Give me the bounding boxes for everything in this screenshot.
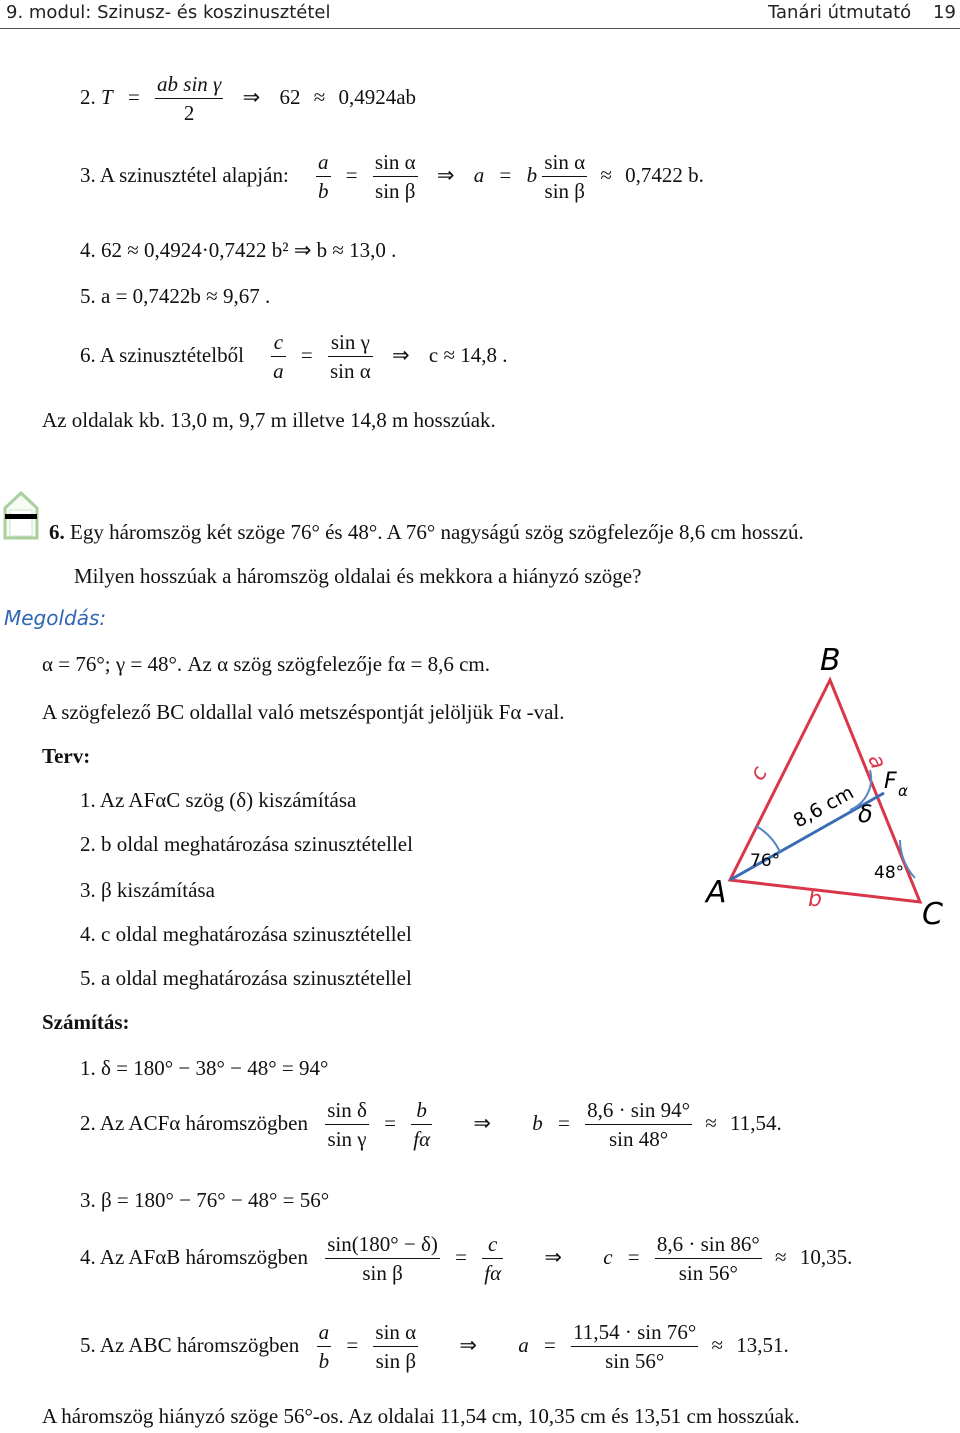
- fraction: [571, 1322, 698, 1372]
- eq-sign: =: [455, 1244, 467, 1269]
- frac-den: 2: [155, 98, 223, 124]
- problem-number: 6.: [49, 520, 65, 544]
- step-number: 6.: [80, 342, 96, 367]
- area-value: 62: [279, 84, 301, 109]
- bisector-length-label: 8,6 cm: [789, 781, 858, 833]
- eq-sign: =: [300, 342, 313, 367]
- fraction: [542, 152, 587, 202]
- step-5: 5. a = 0,7422b ≈ 9,67 .: [80, 284, 271, 308]
- step-4: 4. 62 ≈ 0,4924·0,7422 b² ⇒ b ≈ 13,0 .: [80, 238, 397, 262]
- fraction: [373, 152, 418, 202]
- header-module-title: 9. modul: Szinusz- és koszinusztétel: [6, 2, 331, 23]
- frac-num: a: [318, 1320, 330, 1344]
- implies-sign: ⇒: [242, 84, 261, 109]
- fraction: [411, 1100, 432, 1150]
- vertex-c-label: C: [922, 897, 943, 930]
- frac-num: a: [318, 150, 329, 174]
- frac-den: sin β: [325, 1258, 440, 1284]
- calc-title: Számítás:: [42, 1010, 130, 1034]
- conclusion: A háromszög hiányzó szöge 56°-os. Az oldalai 11,54 cm, 10,35 cm és 13,51 cm hosszúak.: [42, 1404, 800, 1428]
- frac-den: b: [317, 1346, 332, 1372]
- approx-sign: ≈: [775, 1244, 787, 1269]
- eq-sign: =: [557, 1110, 570, 1135]
- frac-num: 8,6 · sin 86°: [656, 1232, 760, 1256]
- fraction: [482, 1234, 503, 1284]
- calc-step-3: 3. β = 180° − 76° − 48° = 56°: [80, 1188, 330, 1212]
- eq-sign: =: [345, 162, 358, 187]
- lhs-var: c: [603, 1244, 613, 1269]
- rhs-var: b: [526, 162, 538, 187]
- plan-item: 2. b oldal meghatározása szinusztétellel: [80, 832, 413, 856]
- step-6: [80, 332, 507, 382]
- frac-den: sin γ: [325, 1124, 369, 1150]
- angle-a-label: 76°: [750, 851, 781, 871]
- delta-label: δ: [858, 800, 873, 828]
- frac-num: b: [416, 1098, 427, 1122]
- result: 0,7422 b.: [625, 162, 704, 187]
- point-f-label: F: [884, 769, 897, 794]
- result: 13,51.: [736, 1332, 789, 1357]
- frac-num: 8,6 · sin 94°: [587, 1098, 690, 1122]
- implies-sign: ⇒: [473, 1110, 491, 1135]
- result: 10,35.: [799, 1244, 853, 1269]
- approx-sign: ≈: [705, 1110, 717, 1135]
- fraction: [325, 1234, 440, 1284]
- lhs-var: a: [518, 1332, 529, 1357]
- area-fraction: [155, 74, 223, 124]
- given-line-2: A szögfelező BC oldallal való metszéspontját jelöljük Fα -val.: [42, 700, 565, 724]
- frac-num: ab sin γ: [157, 72, 222, 96]
- frac-num: 11,54 · sin 76°: [573, 1320, 697, 1344]
- frac-den: b: [316, 176, 331, 202]
- lhs-var: a: [473, 162, 485, 187]
- house-icon: [2, 490, 40, 542]
- vertex-b-label: B: [820, 643, 841, 678]
- frac-num: sin γ: [330, 330, 370, 354]
- frac-num: c: [488, 1232, 498, 1256]
- frac-den: sin 56°: [571, 1346, 698, 1372]
- fraction: [271, 332, 286, 382]
- eq-sign: =: [127, 84, 140, 109]
- header-page-number: 19: [933, 2, 956, 23]
- side-b-label: b: [808, 887, 822, 912]
- fraction: [655, 1234, 762, 1284]
- frac-num: sin α: [374, 150, 416, 174]
- result: c ≈ 14,8 .: [428, 342, 508, 367]
- plan-item: 5. a oldal meghatározása szinusztétellel: [80, 966, 412, 990]
- implies-sign: ⇒: [544, 1244, 562, 1269]
- step-text: 2. Az ACFα háromszögben: [80, 1110, 308, 1135]
- frac-num: sin α: [544, 150, 586, 174]
- frac-num: sin α: [375, 1320, 417, 1344]
- sides-summary: Az oldalak kb. 13,0 m, 9,7 m illetve 14,8 m hosszúak.: [42, 408, 496, 432]
- frac-den: fα: [411, 1124, 432, 1150]
- approx-sign: ≈: [600, 162, 612, 187]
- eq-sign: =: [544, 1332, 556, 1357]
- area-expression: 0,4924ab: [338, 84, 417, 109]
- eq-sign: =: [499, 162, 512, 187]
- header-guide-label: Tanári útmutató: [768, 2, 912, 23]
- calc-step-5: [80, 1322, 789, 1372]
- calc-step-2: [80, 1100, 782, 1150]
- step-text: 5. Az ABC háromszögben: [80, 1332, 300, 1357]
- implies-sign: ⇒: [436, 162, 455, 187]
- eq-sign: =: [627, 1244, 640, 1269]
- eq-sign: =: [346, 1332, 359, 1357]
- step-number: 3.: [80, 162, 96, 187]
- side-c-label: c: [745, 762, 773, 785]
- plan-title: Terv:: [42, 744, 91, 768]
- step-text: A szinusztételből: [99, 342, 244, 367]
- problem-text: Egy háromszög két szöge 76° és 48°. A 76° nagyságú szög szögfelezője 8,6 cm hosszú.: [70, 520, 804, 544]
- point-f-subscript: α: [898, 782, 908, 800]
- approx-sign: ≈: [711, 1332, 724, 1357]
- frac-den: sin α: [328, 356, 373, 382]
- step-3-law-of-sines: [80, 152, 704, 202]
- frac-num: sin δ: [327, 1098, 367, 1122]
- solution-label: Megoldás:: [4, 606, 107, 630]
- step-text: A szinusztétel alapján:: [99, 162, 289, 187]
- problem-line-2: Milyen hosszúak a háromszög oldalai és mekkora a hiányzó szöge?: [74, 564, 642, 588]
- fraction: [585, 1100, 692, 1150]
- result: 11,54.: [730, 1110, 782, 1135]
- plan-item: 1. Az AFαC szög (δ) kiszámítása: [80, 788, 357, 812]
- fraction: [328, 332, 373, 382]
- angle-a-arc: [756, 826, 780, 852]
- calc-step-1: 1. δ = 180° − 38° − 48° = 94°: [80, 1056, 329, 1080]
- fraction: [316, 152, 331, 202]
- frac-den: sin β: [373, 1346, 418, 1372]
- frac-den: sin β: [542, 176, 587, 202]
- side-a-label: a: [862, 750, 891, 773]
- eq-sign: =: [384, 1110, 396, 1135]
- frac-den: sin β: [373, 176, 418, 202]
- frac-den: sin 48°: [585, 1124, 692, 1150]
- fraction: [325, 1100, 369, 1150]
- angle-c-label: 48°: [874, 863, 905, 883]
- lhs-var: b: [532, 1110, 543, 1135]
- area-var: T: [101, 84, 113, 109]
- step-2-area: [80, 74, 416, 124]
- calc-step-4: [80, 1234, 852, 1284]
- problem-line-1: [49, 522, 804, 543]
- fraction: [373, 1322, 418, 1372]
- approx-sign: ≈: [313, 84, 326, 109]
- fraction: [317, 1322, 332, 1372]
- frac-num: c: [273, 330, 284, 354]
- frac-den: fα: [482, 1258, 503, 1284]
- step-number: 2.: [80, 84, 96, 109]
- vertex-a-label: A: [706, 875, 727, 910]
- step-text: 4. Az AFαB háromszögben: [80, 1244, 308, 1269]
- triangle-diagram: [700, 640, 955, 930]
- given-line-1: α = 76°; γ = 48°. Az α szög szögfelezője fα = 8,6 cm.: [42, 652, 491, 676]
- header-divider: [0, 28, 960, 29]
- frac-den: sin 56°: [655, 1258, 762, 1284]
- frac-den: a: [271, 356, 286, 382]
- frac-num: sin(180° − δ): [327, 1232, 438, 1256]
- plan-item: 4. c oldal meghatározása szinusztétellel: [80, 922, 412, 946]
- implies-sign: ⇒: [392, 342, 410, 367]
- plan-item: 3. β kiszámítása: [80, 878, 215, 902]
- implies-sign: ⇒: [459, 1332, 478, 1357]
